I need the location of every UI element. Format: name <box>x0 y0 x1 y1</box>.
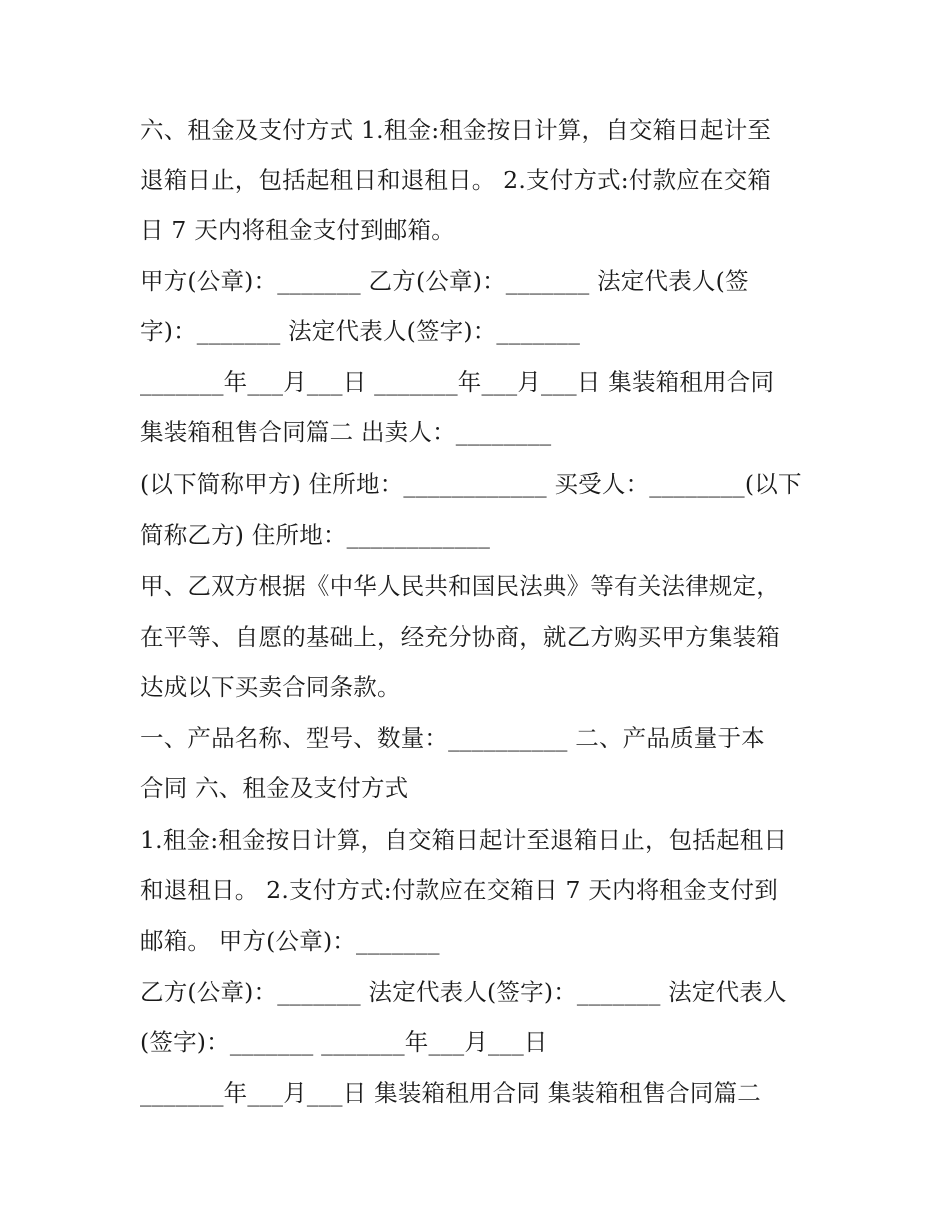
text-line: 合同 六、租金及支付方式 <box>140 774 409 802</box>
text-line: (签字)：_______ _______年___月___日 <box>140 1028 548 1056</box>
text-line: 日 7 天内将租金支付到邮箱。 <box>140 216 455 244</box>
text-line: 退箱日止，包括起租日和退租日。 2.支付方式:付款应在交箱 <box>140 166 772 194</box>
text-line: 集装箱租售合同篇二 出卖人：________ <box>140 418 552 446</box>
text-line: 在平等、自愿的基础上，经充分协商，就乙方购买甲方集装箱 <box>140 623 780 651</box>
text-line: (以下简称甲方) 住所地：____________ 买受人：________(以下 <box>140 470 802 498</box>
text-line: 甲、乙双方根据《中华人民共和国民法典》等有关法律规定， <box>140 572 780 600</box>
text-line: 邮箱。 甲方(公章)：_______ <box>140 927 440 955</box>
text-line: 一、产品名称、型号、数量：__________ 二、产品质量于本 <box>140 724 765 752</box>
text-line: 六、租金及支付方式 1.租金:租金按日计算，自交箱日起计至 <box>140 116 772 144</box>
text-line: 甲方(公章)：_______ 乙方(公章)：_______ 法定代表人(签 <box>140 267 749 295</box>
text-line: 和退租日。 2.支付方式:付款应在交箱日 7 天内将租金支付到 <box>140 876 778 904</box>
text-line: 字)：_______ 法定代表人(签字)：_______ <box>140 317 581 345</box>
text-line: _______年___月___日 集装箱租用合同 集装箱租售合同篇二 <box>140 1079 761 1107</box>
text-line: _______年___月___日 _______年___月___日 集装箱租用合同 <box>140 368 775 396</box>
text-line: 简称乙方) 住所地：____________ <box>140 521 491 549</box>
text-line: 乙方(公章)：_______ 法定代表人(签字)：_______ 法定代表人 <box>140 978 787 1006</box>
text-line: 1.租金:租金按日计算，自交箱日起计至退箱日止，包括起租日 <box>140 826 788 854</box>
text-line: 达成以下买卖合同条款。 <box>140 673 401 701</box>
